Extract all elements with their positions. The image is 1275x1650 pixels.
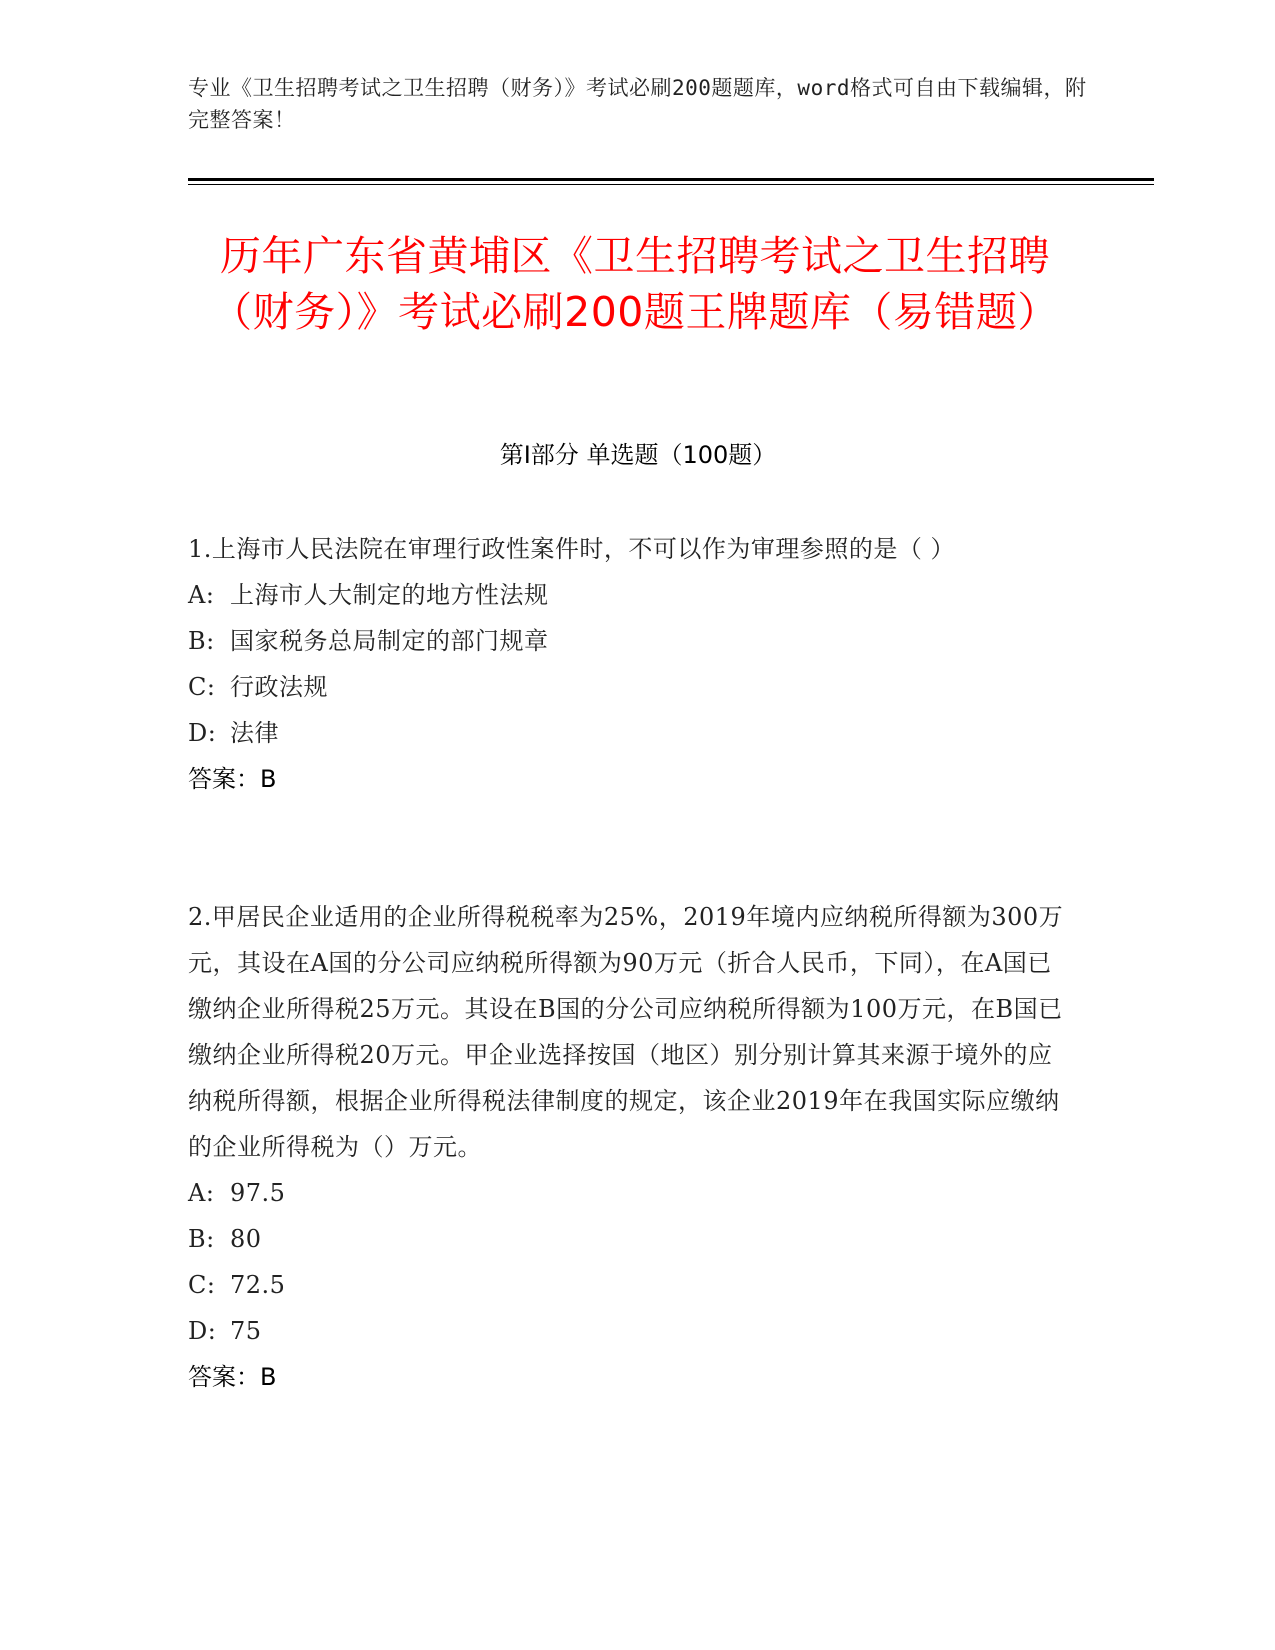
answer-line: 答案：B [188,765,277,793]
option-key: D: [188,719,217,747]
option-key: A: [188,581,215,609]
option-b [188,618,1068,664]
option-text: 国家税务总局制定的部门规章 [230,627,549,655]
option-key: C: [188,1271,216,1299]
answer-line: 答案：B [188,1363,277,1391]
option-d [188,1308,1068,1354]
option-c [188,1262,1068,1308]
header-note: 专业《卫生招聘考试之卫生招聘（财务）》考试必刷200题题库，word格式可自由下载编辑，附完整答案！ [188,76,1087,132]
option-a [188,1170,1068,1216]
option-text: 75 [230,1317,262,1345]
option-text: 上海市人大制定的地方性法规 [230,581,549,609]
option-text: 72.5 [230,1271,286,1299]
option-text: 行政法规 [230,673,328,701]
option-key: A: [188,1179,215,1207]
option-d [188,710,1068,756]
section-heading: 第Ⅰ部分 单选题（100题） [499,441,777,469]
option-text: 法律 [230,719,279,747]
question-stem: 2.甲居民企业适用的企业所得税税率为25%，2019年境内应纳税所得额为300万元，其设在A国的分公司应纳税所得额为90万元（折合人民币，下同），在A国已缴纳企业所得税25万元。其设在B国的分公司应纳税所得额为100万元，在B国已缴纳企业所得税20万元。甲企业选择按国（地区）别分别计算其来源于境外的应纳税所得额，根据企业所得税法律制度的规定，该企业2019年在我国实际应缴纳的企业所得税为（）万元。 [188,903,1064,1161]
question-2 [188,894,1068,1400]
option-key: D: [188,1317,217,1345]
document-title: 历年广东省黄埔区《卫生招聘考试之卫生招聘（财务）》考试必刷200题王牌题库（易错题） [211,232,1059,336]
header-divider-thin [188,184,1154,185]
question-stem: 1.上海市人民法院在审理行政性案件时，不可以作为审理参照的是（ ） [188,535,956,563]
option-c [188,664,1068,710]
option-key: C: [188,673,216,701]
option-text: 97.5 [230,1179,286,1207]
question-1 [188,526,1068,802]
option-key: B: [188,1225,215,1253]
option-key: B: [188,627,215,655]
option-b [188,1216,1068,1262]
header-divider-thick [188,178,1154,181]
option-a [188,572,1068,618]
option-text: 80 [230,1225,262,1253]
